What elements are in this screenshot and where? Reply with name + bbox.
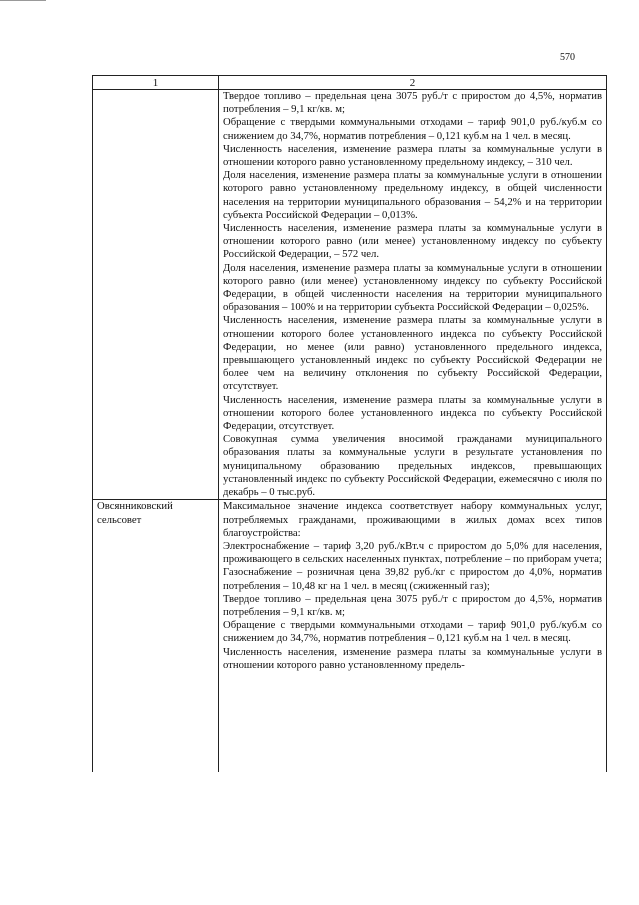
document-table	[92, 75, 607, 772]
column-header-1: 1	[93, 76, 219, 90]
table-row	[93, 90, 607, 500]
table-row	[93, 500, 607, 773]
column-header-2: 2	[219, 76, 607, 90]
paragraph: Доля населения, изменение размера платы за коммунальные услуги в отношении которого равно (или менее) установленному индексу по субъекту Российской Федерации, в общей численности населения на территории муниципального образования – 100% и на территории субъекта Российской Федерации – 0,025%.	[223, 261, 602, 314]
paragraph: Обращение с твердыми коммунальными отходами – тариф 901,0 руб./куб.м со снижением до 34,7%, норматив потребления – 0,121 куб.м на 1 чел. в месяц.	[223, 619, 602, 645]
description-cell	[219, 500, 607, 773]
paragraph: Доля населения, изменение размера платы за коммунальные услуги в отношении которого равно установленному предельному индексу, в общей численности населения на территории муниципального образования – 54,2% и на территории субъекта Российской Федерации – 0,013%.	[223, 169, 602, 221]
description-cell	[219, 90, 607, 500]
paragraph: Электроснабжение – тариф 3,20 руб./кВт.ч с приростом до 5,0% для населения, проживающего в сельских населенных пунктах, потребление – по приборам учета;	[223, 539, 602, 566]
paragraph: Твердое топливо – предельная цена 3075 руб./т с приростом до 4,5%, норматив потребления – 9,1 кг/кв. м;	[223, 90, 602, 116]
table-header-row	[93, 76, 607, 90]
paragraph: Численность населения, изменение размера платы за коммунальные услуги в отношении которого равно установленному предель-	[223, 645, 602, 671]
scan-edge-mark	[0, 0, 46, 5]
paragraph: Совокупная сумма увеличения вносимой гражданами муниципального образования платы за коммунальные услуги в результате установления по муниципальному образованию предельных индексов, превышающих установленный индекс по субъекту Российской Федерации, ежемесячно с июля по декабрь – 0 тыс.руб.	[223, 433, 602, 499]
municipality-cell: Овсянниковский сельсовет	[93, 500, 219, 773]
paragraph: Численность населения, изменение размера платы за коммунальные услуги в отношении которого более установленного индекса по субъекту Российской Федерации, отсутствует.	[223, 393, 602, 433]
page-number: 570	[560, 52, 575, 63]
paragraph: Твердое топливо – предельная цена 3075 руб./т с приростом до 4,5%, норматив потребления – 9,1 кг/кв. м;	[223, 592, 602, 618]
paragraph: Численность населения, изменение размера платы за коммунальные услуги в отношении которого более установленного индекса по субъекту Российской Федерации, но менее (или равно) установленного предельного индекса, превышающего установленный индекс по субъекту Российской Федерации не более чем на величину отклонения по субъекту Российской Федерации, отсутствует.	[223, 314, 602, 393]
paragraph: Обращение с твердыми коммунальными отходами – тариф 901,0 руб./куб.м со снижением до 34,7%, норматив потребления – 0,121 куб.м на 1 чел. в месяц.	[223, 116, 602, 142]
paragraph: Максимальное значение индекса соответствует набору коммунальных услуг, потребляемых гражданами, проживающими в жилых домах всех типов благоустройства:	[223, 500, 602, 539]
paragraph: Численность населения, изменение размера платы за коммунальные услуги в отношении которого равно установленному предельному индексу, – 310 чел.	[223, 142, 602, 169]
paragraph: Численность населения, изменение размера платы за коммунальные услуги в отношении которого равно (или менее) установленному индексу по субъекту Российской Федерации, – 572 чел.	[223, 222, 602, 261]
municipality-cell	[93, 90, 219, 500]
paragraph: Газоснабжение – розничная цена 39,82 руб./кг с приростом до 4,0%, норматив потребления – 10,48 кг на 1 чел. в месяц (сжиженный газ);	[223, 566, 602, 592]
description-cell-content	[223, 500, 602, 772]
